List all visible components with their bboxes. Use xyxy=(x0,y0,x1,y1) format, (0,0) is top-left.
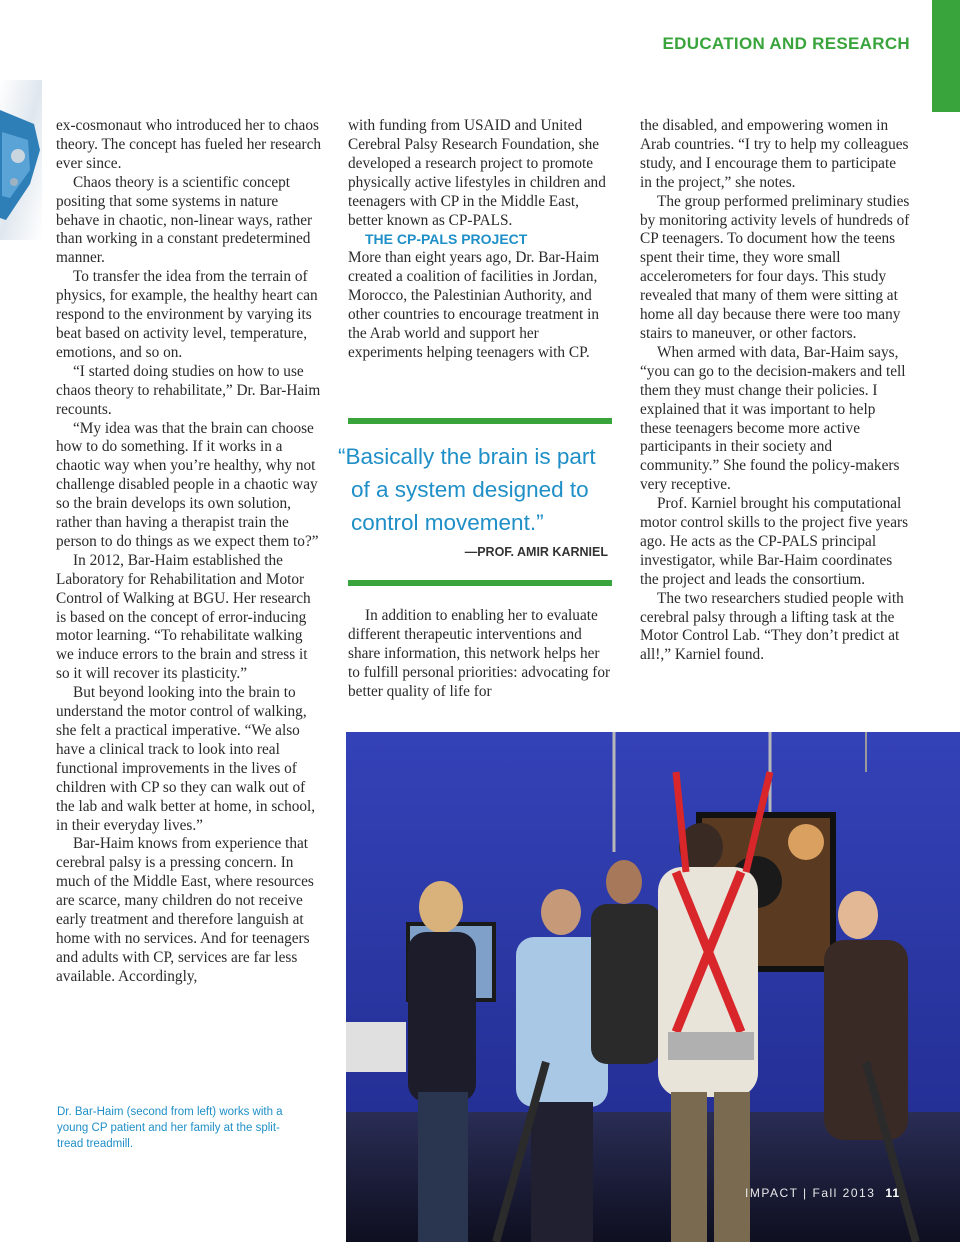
paragraph: The group performed preliminary studies by monitoring activity levels of hundreds of CP teenagers. To document how the teens spent their time, they wore small accelerometers for four days. This study revealed that many of them were sitting at home all day because there were too many stairs to maneuver, or other factors. xyxy=(640,192,910,342)
paragraph: “I started doing studies on how to use chaos theory to rehabilitate,” Dr. Bar-Haim recounts. xyxy=(56,362,321,418)
paragraph: But beyond looking into the brain to understand the motor control of walking, she felt a practical imperative. “We also have a clinical track to look into real functional improvements in the lives of children with CP so they can walk out of the lab and walk better at home, in school, in their everyday lives.” xyxy=(56,684,316,834)
page-number: 11 xyxy=(885,1186,901,1200)
publication-name: IMPACT | Fall 2013 xyxy=(745,1186,876,1200)
pull-quote-attribution: —PROF. AMIR KARNIEL xyxy=(464,545,608,559)
lab-photo xyxy=(346,732,960,1242)
decorative-image-fragment xyxy=(0,80,42,240)
pull-quote-line: “Basically the brain is part xyxy=(338,444,596,469)
paragraph: Chaos theory is a scientific concept positing that some systems in nature behave in chaotic, non-linear ways, rather than working in a constant predetermined manner. xyxy=(56,173,313,267)
paragraph: To transfer the idea from the terrain of physics, for example, the healthy heart can respond to the environment by varying its beat based on activity level, temperature, emotions, and so on. xyxy=(56,268,318,361)
paragraph: Bar-Haim knows from experience that cerebral palsy is a pressing concern. In much of the Middle East, where resources are scarce, many children do not receive early treatment and therefore languish at home with no services. And for teenagers and adults with CP, services are far less available. Accordingly, xyxy=(56,835,314,985)
paragraph: More than eight years ago, Dr. Bar-Haim created a coalition of facilities in Jordan, Morocco, the Palestinian Authority, and other countries to encourage treatment in the Arab world and support her experiments helping teenagers with CP. xyxy=(348,249,600,361)
photo-caption: Dr. Bar-Haim (second from left) works with a young CP patient and her family at the split-tread treadmill. xyxy=(57,1106,283,1150)
pull-quote-line: control movement.” xyxy=(351,510,544,535)
text-column-1 xyxy=(56,117,324,987)
pull-quote-bottom-rule xyxy=(348,580,612,586)
paragraph: In addition to enabling her to evaluate different therapeutic interventions and share information, this network helps her to fulfill personal priorities: advocating for better quality of life for xyxy=(348,607,611,700)
paragraph: Prof. Karniel brought his computational motor control skills to the project five years ago. He acts as the CP-PALS principal investigator, while Bar-Haim coordinates the project and leads the consortium. xyxy=(640,495,909,588)
section-color-tab xyxy=(932,0,960,112)
paragraph: The two researchers studied people with cerebral palsy through a lifting task at the Motor Control Lab. “They don’t predict at all!,” Karniel found. xyxy=(640,589,904,664)
paragraph: the disabled, and empowering women in Arab countries. “I try to help my colleagues study, and I encourage them to participate in the project,” she notes. xyxy=(640,117,909,191)
page-footer xyxy=(745,1186,900,1200)
pull-quote-top-rule xyxy=(348,418,612,424)
pull-quote-line: of a system designed to xyxy=(351,477,589,502)
text-column-2-continued xyxy=(348,607,614,702)
section-header: EDUCATION AND RESEARCH xyxy=(662,34,910,53)
paragraph: When armed with data, Bar-Haim says, “you can go to the decision-makers and tell them they must change their policies. I explained that it was important to help these teenagers become more active participants in their society and community.” She found the policy-makers very receptive. xyxy=(640,343,906,494)
text-column-2 xyxy=(348,117,614,363)
paragraph: In 2012, Bar-Haim established the Laboratory for Rehabilitation and Motor Control of Walking at BGU. Her research is based on the concept of error-inducing motor learning. “To rehabilitate walking we induce errors to the brain and stress it so it will recover its plasticity.” xyxy=(56,551,311,683)
pull-quote xyxy=(338,440,614,539)
subheading: THE CP-PALS PROJECT xyxy=(365,231,528,248)
paragraph: ex-cosmonaut who introduced her to chaos theory. The concept has fueled her research ever since. xyxy=(56,117,322,172)
text-column-3 xyxy=(640,117,910,665)
paragraph: “My idea was that the brain can choose how to do something. If it works in a chaotic way when you’re healthy, why not challenge disabled people in a chaotic way so the brain develops its own solution, rather than having a therapist train the person to do things as we expect them to?” xyxy=(56,419,319,550)
paragraph: with funding from USAID and United Cerebral Palsy Research Foundation, she developed a research project to promote physically active lifestyles in children and teenagers with CP in the Middle East, better known as CP-PALS. xyxy=(348,117,606,229)
